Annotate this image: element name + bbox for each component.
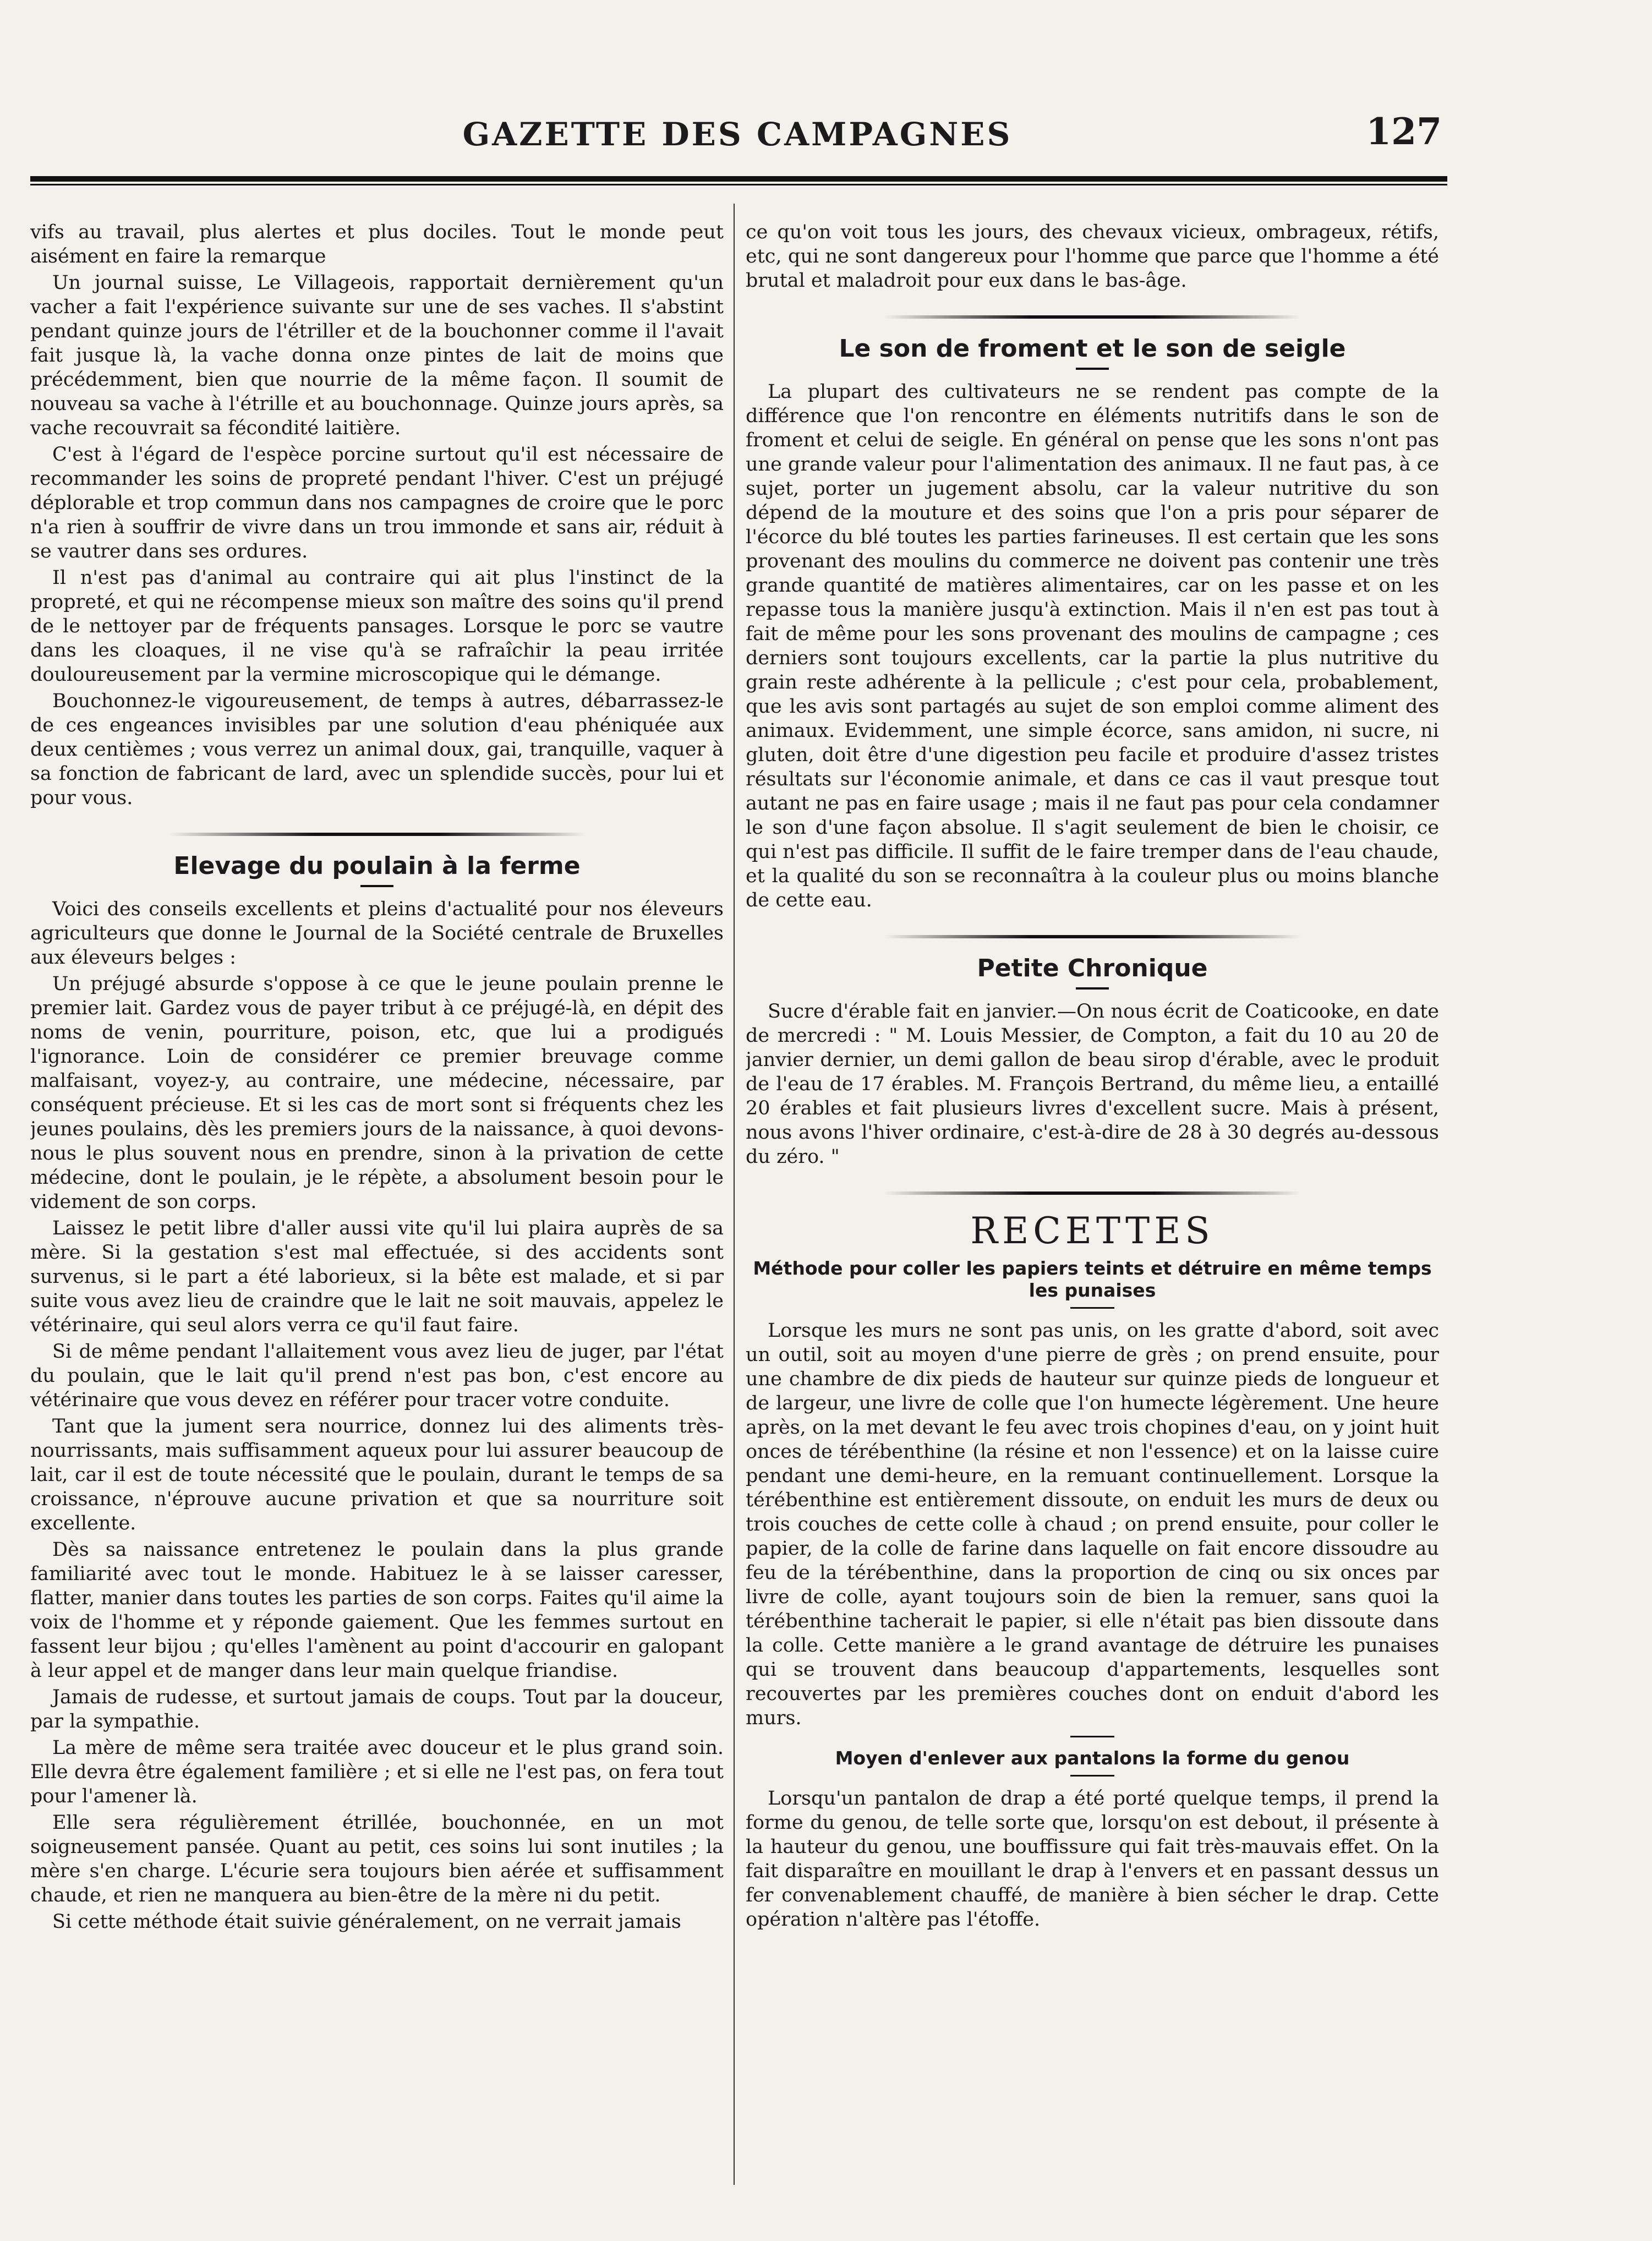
paragraph: Bouchonnez-le vigoureusement, de temps à autres, débarrassez-le de ces engeances invisibles par une solution d'eau phéniquée aux deux centièmes ; vous verrez un animal doux, gai, tranquille, vaquer à sa fonction de fabricant de lard, avec un splendide succès, pour lui et pour vous. — [30, 690, 724, 809]
title-dash — [1070, 1736, 1114, 1737]
section-title-son: Le son de froment et le son de seigle — [839, 335, 1346, 363]
section-title-chronique: Petite Chronique — [977, 954, 1208, 982]
paragraph: Lorsque les murs ne sont pas unis, on les gratte d'abord, soit avec un outil, soit au moyen d'une pierre de grès ; on prend ensuite, pour une chambre de dix pieds de hauteur sur quinze pieds de longueur et de largeur, une livre de colle que l'on humecte légèrement. Une heure après, on la met devant le feu avec trois chopines d'eau, on y joint huit onces de térébenthine (la résine et non l'essence) et on la laisse cuire pendant une demi-heure, en la remuant continuellement. Lorsque la térébenthine est entièrement dissoute, on enduit les murs de deux ou trois couches de cette colle à chaud ; on prend ensuite, pour coller le papier, de la colle de farine dans laquelle on fait encore dissoudre au feu de la térébenthine, dans la proportion de cinq ou six onces par livre de colle, ayant toujours soin de bien la remuer, sans quoi la térébenthine tacherait le papier, si elle n'était pas bien dissoute dans la colle. Cette manière a le grand avantage de détruire les punaises qui se trouvent dans beaucoup d'appartements, lesquelles sont recouvertes par les premières couches dont on enduit d'abord les murs. — [746, 1320, 1439, 1729]
recipe-title-papiers: Méthode pour coller les papiers teints et détruire en même temps les punaises — [753, 1258, 1432, 1301]
header-rule-thin — [30, 184, 1447, 185]
paragraph: La mère de même sera traitée avec douceur et le plus grand soin. Elle devra être également familière ; et si elle ne l'est pas, on fera tout pour l'amener là. — [30, 1737, 724, 1807]
section-separator — [746, 1183, 1439, 1202]
page-header — [33, 110, 1442, 160]
newspaper-title: GAZETTE DES CAMPAGNES — [462, 116, 1013, 153]
title-dash — [1076, 368, 1109, 370]
title-dash — [1070, 1307, 1114, 1309]
paragraph: Sucre d'érable fait en janvier.—On nous écrit de Coaticooke, en date de mercredi : " M. Louis Messier, de Compton, a fait du 10 au 20 de janvier dernier, un demi gallon de beau sirop d'érable, avec le produit de l'eau de 17 érables. M. François Bertrand, du même lieu, a entaillé 20 érables et fait plusieurs livres d'excellent sucre. Mais à présent, nous avons l'hiver ordinaire, c'est-à-dire de 28 à 30 degrés au-dessous du zéro. " — [746, 1001, 1439, 1168]
title-dash — [1076, 987, 1109, 990]
right-column — [746, 220, 1439, 2174]
page-number: 127 — [1366, 110, 1442, 153]
paragraph: C'est à l'égard de l'espèce porcine surtout qu'il est nécessaire de recommander les soins de propreté pendant l'hiver. C'est un préjugé déplorable et trop commun dans nos campagnes de croire que le porc n'a rien à souffrir de vivre dans un trou immonde et sans air, réduit à se vautrer dans ses ordures. — [30, 444, 724, 562]
header-rule — [30, 176, 1447, 182]
section-title-recettes: RECETTES — [970, 1210, 1215, 1252]
section-separator — [30, 824, 724, 843]
paragraph: Il n'est pas d'animal au contraire qui ait plus l'instinct de la propreté, et qui ne récompense mieux son maître des soins qu'il prend de le nettoyer par de fréquents pansages. Lorsque le porc se vautre dans les cloaques, il ne vise qu'à se rafraîchir la peau irritée douloureusement par la vermine microscopique qui le démange. — [30, 567, 724, 686]
left-column — [30, 220, 724, 2229]
paragraph: Voici des conseils excellents et pleins d'actualité pour nos éleveurs agriculteurs que donne le Journal de la Société centrale de Bruxelles aux éleveurs belges : — [30, 898, 724, 969]
paragraph: vifs au travail, plus alertes et plus dociles. Tout le monde peut aisément en faire la remarque — [30, 221, 724, 267]
title-dash — [1070, 1775, 1114, 1777]
paragraph: ce qu'on voit tous les jours, des chevaux vicieux, ombrageux, rétifs, etc, qui ne sont dangereux pour l'homme que parce que l'homme a été brutal et maladroit pour eux dans le bas-âge. — [746, 221, 1439, 292]
section-title-poulain: Elevage du poulain à la ferme — [173, 852, 581, 880]
section-separator — [746, 307, 1439, 326]
paragraph: Laissez le petit libre d'aller aussi vite qu'il lui plaira auprès de sa mère. Si la gestation s'est mal effectuée, si des accidents sont survenus, si le part a été laborieux, si la bête est malade, et si par suite vous avez lieu de craindre que le lait ne soit mauvais, appelez le vétérinaire, qui seul alors verra ce qu'il faut faire. — [30, 1217, 724, 1336]
paragraph: Tant que la jument sera nourrice, donnez lui des aliments très-nourrissants, mais suffisamment aqueux pour lui assurer beaucoup de lait, car il est de toute nécessité que le poulain, durant le temps de sa croissance, n'éprouve aucune privation et que sa nourriture soit excellente. — [30, 1415, 724, 1534]
title-dash — [360, 885, 393, 887]
paragraph: La plupart des cultivateurs ne se rendent pas compte de la différence que l'on rencontre en éléments nutritifs dans le son de froment et celui de seigle. En général on pense que les sons n'ont pas une grande valeur pour l'alimentation des animaux. Il ne faut pas, à ce sujet, porter un jugement absolu, car la valeur nutritive du son dépend de la mouture et des soins que l'on a pris pour séparer de l'écorce du blé toutes les parties farineuses. Il est certain que les sons provenant des moulins du commerce ne doivent pas contenir une très grande quantité de matières alimentaires, car on les passe et on les repasse tous la manière jusqu'à extinction. Mais il n'en est pas tout à fait de même pour les sons provenant des moulins de campagne ; ces derniers sont toujours excellents, car la partie la plus nutritive du grain reste adhérente à la pellicule ; c'est pour cela, probablement, que les avis sont partagés au sujet de son emploi comme aliment des animaux. Evidemment, une simple écorce, sans amidon, ni sucre, ni gluten, doit être d'une digestion peu facile et produire d'assez tristes résultats sur l'économie animale, et dans ce cas il vaut presque tout autant ne pas en faire usage ; mais il ne faut pas pour cela condamner le son d'une façon absolue. Il s'agit seulement de bien le choisir, ce qui n'est pas difficile. Il suffit de le faire tremper dans de l'eau chaude, et la qualité du son se reconnaîtra à la couleur plus ou moins blanche de cette eau. — [746, 381, 1439, 911]
paragraph: Si cette méthode était suivie généralement, on ne verrait jamais — [52, 1911, 681, 1933]
paragraph: Si de même pendant l'allaitement vous avez lieu de juger, par l'état du poulain, que le lait qu'il prend n'est pas bon, c'est encore au vétérinaire que vous devez en référer pour tracer votre conduite. — [30, 1341, 724, 1411]
paragraph: Lorsqu'un pantalon de drap a été porté quelque temps, il prend la forme du genou, de telle sorte que, lorsqu'on est debout, il présente à la hauteur du genou, une bouffissure qui fait très-mauvais effet. On la fait disparaître en mouillant le drap à l'envers et en passant dessus un fer convenablement chauffé, de manière à bien sécher le drap. Cette opération n'altère pas l'étoffe. — [746, 1788, 1439, 1931]
section-separator — [746, 927, 1439, 945]
recipe-title-pantalons: Moyen d'enlever aux pantalons la forme du genou — [835, 1747, 1350, 1769]
paragraph: Un préjugé absurde s'oppose à ce que le jeune poulain prenne le premier lait. Gardez vous de payer tribut à ce préjugé-là, en dépit des noms de venin, pourriture, poison, etc, que lui a prodigués l'ignorance. Loin de considérer ce premier breuvage comme malfaisant, voyez-y, au contraire, une médecine, nécessaire, par conséquent précieuse. Et si les cas de mort sont si fréquents chez les jeunes poulains, dès les premiers jours de la naissance, à quoi devons-nous le plus souvent nous en prendre, sinon à la privation de cette médecine, dont le poulain, je le répète, a absolument besoin pour le videment de son corps. — [30, 973, 724, 1213]
column-divider — [734, 204, 735, 2185]
paragraph: Jamais de rudesse, et surtout jamais de coups. Tout par la douceur, par la sympathie. — [30, 1686, 724, 1732]
paragraph: Un journal suisse, Le Villageois, rapportait dernièrement qu'un vacher a fait l'expérience suivante sur une de ses vaches. Il s'abstint pendant quinze jours de l'étriller et de la bouchonner comme il l'avait fait jusque là, la vache donna onze pintes de lait de moins que précédemment, bien que nourrie de la même façon. Il soumit de nouveau sa vache à l'étrille et au bouchonnage. Quinze jours après, sa vache recouvrait sa fécondité laitière. — [30, 272, 724, 439]
paragraph: Dès sa naissance entretenez le poulain dans la plus grande familiarité avec tout le monde. Habituez le à se laisser caresser, flatter, manier dans toutes les parties de son corps. Faites qu'il aime la voix de l'homme et y réponde gaiement. Que les femmes surtout en fassent leur bijou ; qu'elles l'amènent au point d'accourir en galopant à leur appel et de manger dans leur main quelque friandise. — [30, 1539, 724, 1682]
paragraph: Elle sera régulièrement étrillée, bouchonnée, en un mot soigneusement pansée. Quant au petit, ces soins lui sont inutiles ; la mère s'en charge. L'écurie sera toujours bien aérée et suffisamment chaude, et rien ne manquera au bien-être de la mère ni du petit. — [30, 1812, 724, 1906]
